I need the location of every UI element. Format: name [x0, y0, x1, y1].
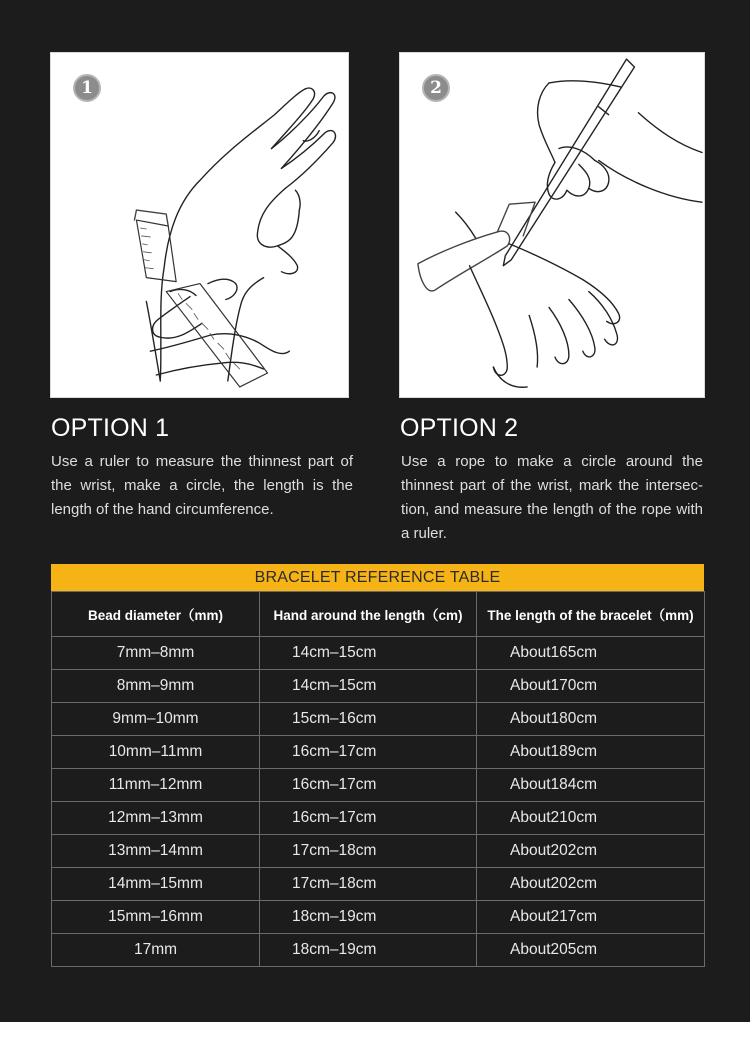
bead-diameter-cell: 9mm–10mm — [52, 703, 260, 736]
bracelet-length-cell: About202cm — [477, 868, 705, 901]
bead-diameter-cell: 10mm–11mm — [52, 736, 260, 769]
table-row — [52, 868, 705, 901]
bead-diameter-cell: 8mm–9mm — [52, 670, 260, 703]
header-bead-diameter: Bead diameter（mm) — [52, 592, 260, 637]
bead-diameter-cell: 15mm–16mm — [52, 901, 260, 934]
bracelet-length-cell: About170cm — [477, 670, 705, 703]
hand-length-cell: 17cm–18cm — [260, 835, 477, 868]
wrist-rope-illustration — [400, 53, 704, 397]
option-1-illustration-panel — [50, 52, 349, 398]
hand-length-cell: 18cm–19cm — [260, 934, 477, 967]
table-row — [52, 934, 705, 967]
bead-diameter-cell: 13mm–14mm — [52, 835, 260, 868]
bracelet-length-cell: About165cm — [477, 637, 705, 670]
hand-length-cell: 14cm–15cm — [260, 637, 477, 670]
bracelet-length-cell: About189cm — [477, 736, 705, 769]
hand-length-cell: 15cm–16cm — [260, 703, 477, 736]
bead-diameter-cell: 7mm–8mm — [52, 637, 260, 670]
table-row — [52, 670, 705, 703]
option-1-title: OPTION 1 — [51, 414, 170, 442]
hand-length-cell: 17cm–18cm — [260, 868, 477, 901]
bracelet-length-cell: About202cm — [477, 835, 705, 868]
bead-diameter-cell: 11mm–12mm — [52, 769, 260, 802]
header-bracelet-length: The length of the bracelet（mm) — [477, 592, 705, 637]
option-1-description: Use a ruler to measure the thinnest part of the wrist, make a circle, the length is the length of the hand circumference. — [51, 453, 353, 518]
bracelet-length-cell: About217cm — [477, 901, 705, 934]
option-2-badge: 2 — [422, 74, 450, 102]
option-1-badge: 1 — [73, 74, 101, 102]
option-2-title: OPTION 2 — [400, 414, 519, 442]
table-row — [52, 769, 705, 802]
table-header-row — [52, 592, 705, 637]
bracelet-length-cell: About210cm — [477, 802, 705, 835]
hand-length-cell: 16cm–17cm — [260, 769, 477, 802]
table-row — [52, 835, 705, 868]
table-row — [52, 802, 705, 835]
hand-length-cell: 14cm–15cm — [260, 670, 477, 703]
header-hand-length: Hand around the length（cm) — [260, 592, 477, 637]
option-2-description: Use a rope to make a circle around the thinnest part of the wrist, mark the intersec-tion, and measure the length of the rope with a ruler. — [401, 453, 703, 542]
hand-length-cell: 18cm–19cm — [260, 901, 477, 934]
bracelet-length-cell: About184cm — [477, 769, 705, 802]
bead-diameter-cell: 17mm — [52, 934, 260, 967]
hand-length-cell: 16cm–17cm — [260, 736, 477, 769]
wrist-ruler-illustration — [51, 53, 348, 397]
hand-length-cell: 16cm–17cm — [260, 802, 477, 835]
bracelet-length-cell: About205cm — [477, 934, 705, 967]
bead-diameter-cell: 14mm–15mm — [52, 868, 260, 901]
bracelet-length-cell: About180cm — [477, 703, 705, 736]
bead-diameter-cell: 12mm–13mm — [52, 802, 260, 835]
table-row — [52, 703, 705, 736]
reference-table-title: BRACELET REFERENCE TABLE — [51, 564, 704, 591]
table-row — [52, 901, 705, 934]
table-row — [52, 637, 705, 670]
option-2-illustration-panel — [399, 52, 705, 398]
bracelet-reference-table — [51, 591, 705, 967]
table-row — [52, 736, 705, 769]
